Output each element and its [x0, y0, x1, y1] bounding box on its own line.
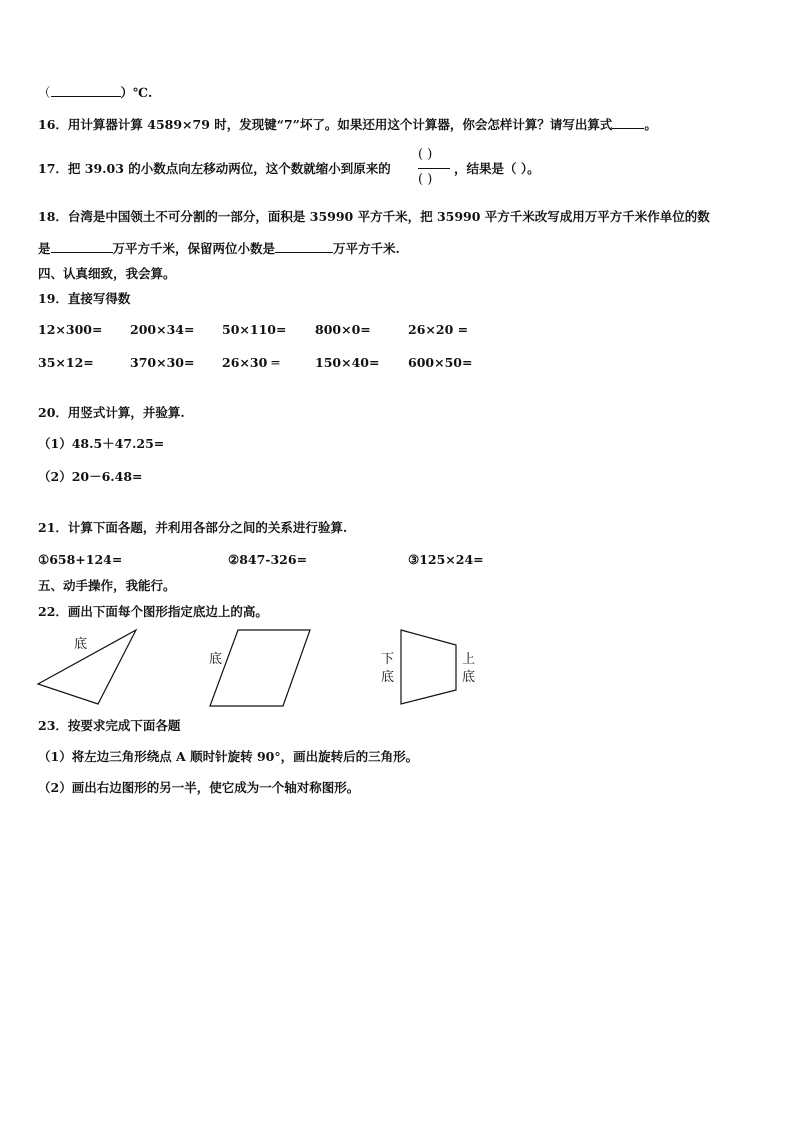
- q22-figures: [0, 624, 794, 724]
- triangle-base-label: 底: [74, 637, 88, 652]
- q19-r2-c1[interactable]: 35×12=: [38, 355, 94, 370]
- q17-fraction-top[interactable]: ( ): [418, 147, 433, 162]
- question-16: [38, 116, 657, 133]
- q20-title: 20．用竖式计算，并验算.: [38, 405, 185, 420]
- parallelogram-base-label: 底: [209, 652, 223, 667]
- q18-blank-1[interactable]: [51, 240, 113, 253]
- q19-r2-c5[interactable]: 600×50=: [408, 355, 473, 370]
- q20-item-1[interactable]: （1）48.5＋47.25=: [38, 436, 165, 451]
- q19-r1-c2[interactable]: 200×34=: [130, 322, 195, 337]
- q23-item-2: （2）画出右边图形的另一半，使它成为一个轴对称图形。: [38, 780, 360, 795]
- q19-r2-c3[interactable]: 26×30 ═: [222, 355, 280, 370]
- trapezoid-left-label-1: 下: [381, 652, 395, 667]
- q22-title: 22．画出下面每个图形指定底边上的高。: [38, 604, 268, 619]
- q16-end: 。: [644, 117, 657, 132]
- q19-r1-c4[interactable]: 800×0=: [315, 322, 371, 337]
- trapezoid-right-label-1: 上: [462, 652, 476, 667]
- q21-item-3[interactable]: ③125×24=: [408, 552, 484, 567]
- q21-item-1[interactable]: ①658+124=: [38, 552, 123, 567]
- trapezoid-shape[interactable]: [401, 630, 456, 704]
- q19-r1-c3[interactable]: 50×110=: [222, 322, 287, 337]
- q17-fraction-bar: [418, 168, 450, 169]
- section-4-heading: 四、认真细致，我会算。: [38, 266, 176, 281]
- q18-line2: [38, 240, 400, 257]
- q18-line1: 18．台湾是中国领土不可分割的一部分，面积是 35990 平方千米，把 35990 平方千米改写成用万平方千米作单位的数: [38, 209, 710, 224]
- q17-text-before: 17．把 39.03 的小数点向左移动两位，这个数就缩小到原来的: [38, 161, 391, 176]
- q17-text-after: ，结果是（ ）。: [454, 161, 540, 176]
- q15-close: ）℃.: [120, 85, 153, 100]
- q15-answer-blank[interactable]: [51, 84, 121, 97]
- parallelogram-shape[interactable]: [210, 630, 310, 706]
- section-5-heading: 五、动手操作，我能行。: [38, 578, 176, 593]
- q20-item-2[interactable]: （2）20－6.48=: [38, 469, 143, 484]
- trapezoid-left-label-2: 底: [381, 670, 395, 685]
- q21-item-2[interactable]: ②847-326=: [228, 552, 308, 567]
- q18-blank-2[interactable]: [275, 240, 333, 253]
- q21-title: 21．计算下面各题，并利用各部分之间的关系进行验算.: [38, 520, 348, 535]
- q19-title: 19．直接写得数: [38, 291, 131, 306]
- q17-fraction-bottom[interactable]: ( ): [418, 172, 433, 187]
- trapezoid-right-label-2: 底: [462, 670, 476, 685]
- q18-text-a: 是: [38, 241, 51, 256]
- q16-text: 16．用计算器计算 4589×79 时，发现键“7”坏了。如果还用这个计算器，你会怎样计算？请写出算式: [38, 117, 613, 132]
- q19-r2-c4[interactable]: 150×40=: [315, 355, 380, 370]
- q16-answer-blank[interactable]: [612, 116, 644, 129]
- q18-text-b: 万平方千米，保留两位小数是: [112, 241, 276, 256]
- question-17: [38, 161, 391, 177]
- q15-open-paren: （: [38, 85, 51, 100]
- q23-item-1: （1）将左边三角形绕点 A 顺时针旋转 90°，画出旋转后的三角形。: [38, 749, 419, 764]
- q19-r2-c2[interactable]: 370×30=: [130, 355, 195, 370]
- q15-tail: [38, 84, 152, 101]
- q19-r1-c5[interactable]: 26×20 =: [408, 322, 469, 337]
- q18-text-c: 万平方千米.: [333, 241, 400, 256]
- q23-title: 23．按要求完成下面各题: [38, 718, 181, 733]
- q19-r1-c1[interactable]: 12×300=: [38, 322, 103, 337]
